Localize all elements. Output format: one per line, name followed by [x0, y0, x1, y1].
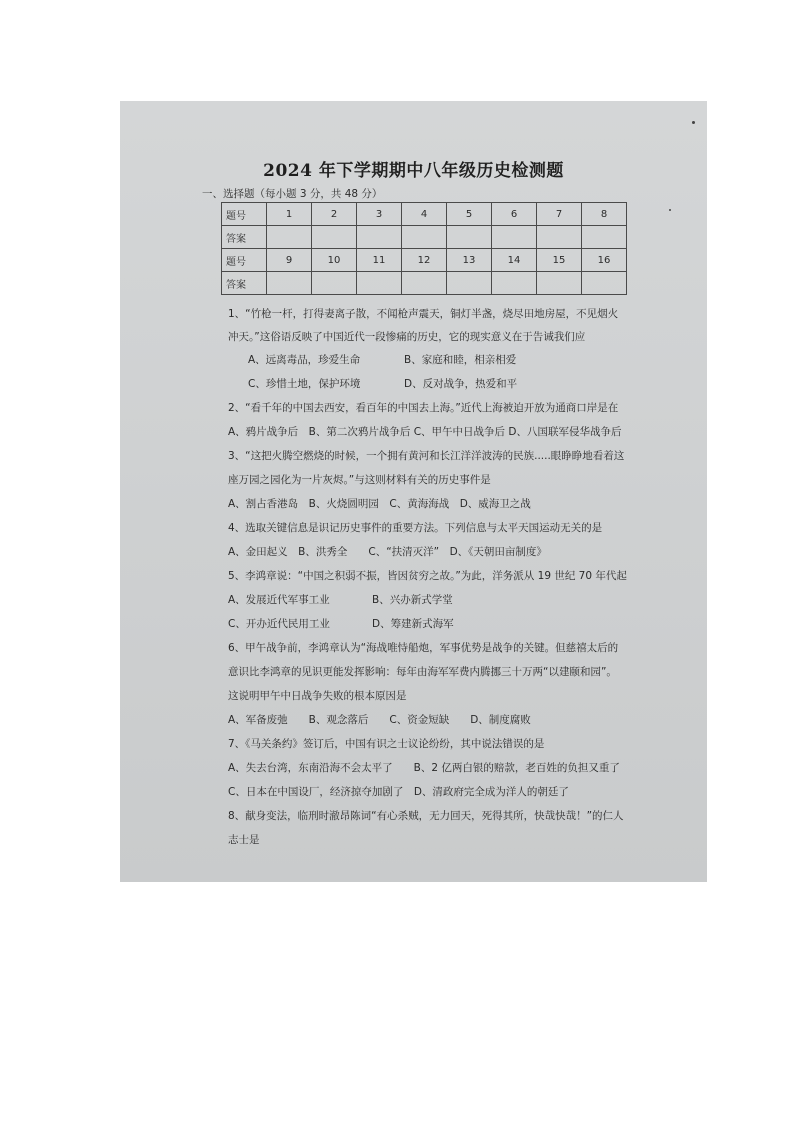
question-number: 8 — [582, 203, 627, 226]
answer-cell[interactable] — [312, 226, 357, 249]
q8-stem-line: 志士是 — [228, 834, 260, 846]
table-row — [222, 249, 627, 272]
q6-options: A、军备废弛 B、观念落后 C、资金短缺 D、制度腐败 — [228, 714, 531, 726]
q5-option-a: A、发展近代军事工业 — [228, 594, 330, 606]
q2-options: A、鸦片战争后 B、第二次鸦片战争后 C、甲午中日战争后 D、八国联军侵华战争后 — [228, 426, 622, 438]
q1-option-d: D、反对战争，热爱和平 — [404, 378, 518, 390]
ink-dot — [669, 209, 671, 211]
question-number: 2 — [312, 203, 357, 226]
question-number: 10 — [312, 249, 357, 272]
question-number: 15 — [537, 249, 582, 272]
q3-stem-line: 座万园之园化为一片灰烬。”与这则材料有关的历史事件是 — [228, 474, 491, 486]
question-number: 12 — [402, 249, 447, 272]
exam-title: 2024 年下学期期中八年级历史检测题 — [263, 161, 564, 181]
table-row — [222, 272, 627, 295]
q1-option-b: B、家庭和睦，相亲相爱 — [404, 354, 517, 366]
answer-cell[interactable] — [582, 272, 627, 295]
q7-stem-line: 7、《马关条约》签订后，中国有识之士议论纷纷，其中说法错误的是 — [228, 738, 545, 750]
answer-cell[interactable] — [492, 272, 537, 295]
question-number: 14 — [492, 249, 537, 272]
q4-options: A、金田起义 B、洪秀全 C、“扶清灭洋” D、《天朝田亩制度》 — [228, 546, 547, 558]
q7-options-ab: A、失去台湾，东南沿海不会太平了 B、2 亿两白银的赔款，老百姓的负担又重了 — [228, 762, 620, 774]
answer-cell[interactable] — [357, 272, 402, 295]
q5-option-b: B、兴办新式学堂 — [372, 594, 453, 606]
answer-cell[interactable] — [267, 226, 312, 249]
answer-cell[interactable] — [492, 226, 537, 249]
question-number: 4 — [402, 203, 447, 226]
question-number: 16 — [582, 249, 627, 272]
q8-stem-line: 8、献身变法，临刑时澈昂陈词“有心杀贼，无力回天，死得其所，快哉快哉！”的仁人 — [228, 810, 624, 822]
question-number: 5 — [447, 203, 492, 226]
table-row — [222, 203, 627, 226]
answer-cell[interactable] — [447, 272, 492, 295]
answer-cell[interactable] — [267, 272, 312, 295]
q5-option-d: D、筹建新式海军 — [372, 618, 454, 630]
answer-table — [221, 202, 627, 295]
answer-cell[interactable] — [357, 226, 402, 249]
q7-options-cd: C、日本在中国设厂，经济掠夺加剧了 D、清政府完全成为洋人的朝廷了 — [228, 786, 569, 798]
q6-stem-line: 这说明甲午中日战争失败的根本原因是 — [228, 690, 407, 702]
q1-option-c: C、珍惜土地，保护环境 — [248, 378, 361, 390]
table-row — [222, 226, 627, 249]
row-label: 答案 — [222, 226, 267, 249]
question-number: 9 — [267, 249, 312, 272]
q1-stem-line: 冲天。”这俗语反映了中国近代一段惨痛的历史，它的现实意义在于告诫我们应 — [228, 331, 586, 343]
question-number: 1 — [267, 203, 312, 226]
question-number: 13 — [447, 249, 492, 272]
answer-cell[interactable] — [582, 226, 627, 249]
ink-dot — [692, 121, 695, 124]
answer-cell[interactable] — [402, 272, 447, 295]
answer-cell[interactable] — [537, 272, 582, 295]
q6-stem-line: 意识比李鸿章的见识更能发挥影响：每年由海军军费内腾挪三十万两“以建颐和园”。 — [228, 666, 617, 678]
question-number: 11 — [357, 249, 402, 272]
row-label: 答案 — [222, 272, 267, 295]
q5-option-c: C、开办近代民用工业 — [228, 618, 330, 630]
answer-cell[interactable] — [537, 226, 582, 249]
question-number: 6 — [492, 203, 537, 226]
q5-stem-line: 5、李鸿章说：“中国之积弱不振，皆因贫穷之故。”为此，洋务派从 19 世纪 70 年代起 — [228, 570, 627, 582]
row-label: 题号 — [222, 249, 267, 272]
q1-stem-line: 1、“竹枪一杆，打得妻离子散，不闻枪声震天，铜灯半盏，烧尽田地房屋，不见烟火 — [228, 308, 619, 320]
question-number: 3 — [357, 203, 402, 226]
section-heading: 一、选择题（每小题 3 分，共 48 分） — [202, 188, 383, 200]
answer-cell[interactable] — [447, 226, 492, 249]
q4-stem-line: 4、选取关键信息是识记历史事件的重要方法。下列信息与太平天国运动无关的是 — [228, 522, 603, 534]
q1-option-a: A、远离毒品，珍爱生命 — [248, 354, 361, 366]
q6-stem-line: 6、甲午战争前，李鸿章认为“海战唯恃船炮，军事优势是战争的关键。但慈禧太后的 — [228, 642, 619, 654]
answer-cell[interactable] — [402, 226, 447, 249]
row-label: 题号 — [222, 203, 267, 226]
answer-cell[interactable] — [312, 272, 357, 295]
q2-stem-line: 2、“看千年的中国去西安，看百年的中国去上海。”近代上海被迫开放为通商口岸是在 — [228, 402, 619, 414]
q3-stem-line: 3、“这把火腾空燃烧的时候，一个拥有黄河和长江洋洋波涛的民族.....眼睁睁地看着这 — [228, 450, 625, 462]
q3-options: A、割占香港岛 B、火烧圆明园 C、黄海海战 D、威海卫之战 — [228, 498, 531, 510]
question-number: 7 — [537, 203, 582, 226]
photographed-paper — [120, 101, 707, 882]
